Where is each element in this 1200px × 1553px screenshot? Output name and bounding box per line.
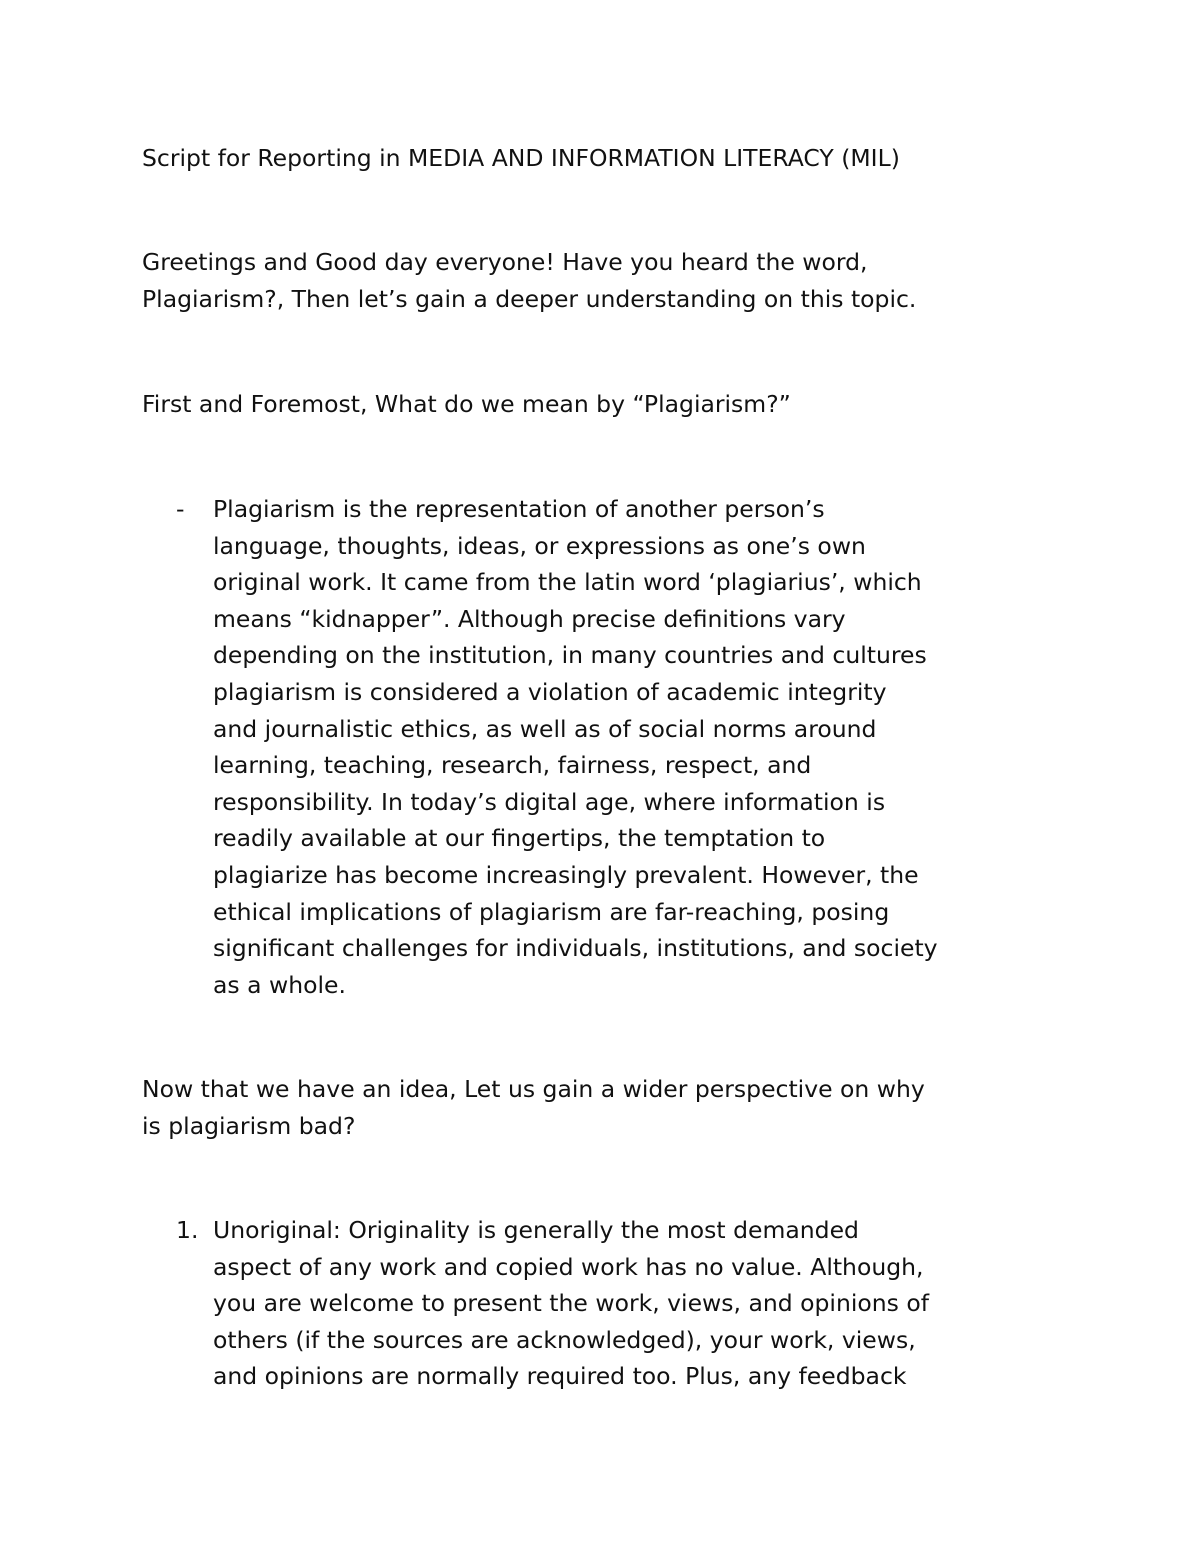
- greeting-paragraph: Greetings and Good day everyone! Have you heard the word, Plagiarism?, Then let’s gain a deeper understanding on this topic.: [142, 248, 917, 313]
- definition-text: Plagiarism is the representation of another person’s language, thoughts, ideas, or expressions as one’s own original work. It came from the latin word ‘plagiarius’, which means “kidnapper”. Although precise definitions vary depending on the institution, in many countries and cultures plagiarism is considered a violation of academic integrity and journalistic ethics, as well as of social norms around learning, teaching, research, fairness, respect, and responsibility. In today’s digital age, where information is readily available at our fingertips, the temptation to plagiarize has become increasingly prevalent. However, the ethical implications of plagiarism are far-reaching, posing significant challenges for individuals, institutions, and society as a whole.: [213, 495, 938, 999]
- document-title: Script for Reporting in MEDIA AND INFORMATION LITERACY (MIL): [142, 144, 900, 172]
- reason-text: Unoriginal: Originality is generally the most demanded aspect of any work and copied work has no value. Although, you are welcome to present the work, views, and opinions of others (if the sources are acknowledged), your work, views, and opinions are normally required too. Plus, any feedback: [213, 1216, 930, 1391]
- dash-bullet-marker: -: [176, 495, 185, 523]
- question-what-is-plagiarism: First and Foremost, What do we mean by “Plagiarism?”: [142, 390, 791, 418]
- number-marker: 1.: [176, 1216, 199, 1244]
- question-why-plagiarism-bad: Now that we have an idea, Let us gain a wider perspective on why is plagiarism bad?: [142, 1075, 925, 1140]
